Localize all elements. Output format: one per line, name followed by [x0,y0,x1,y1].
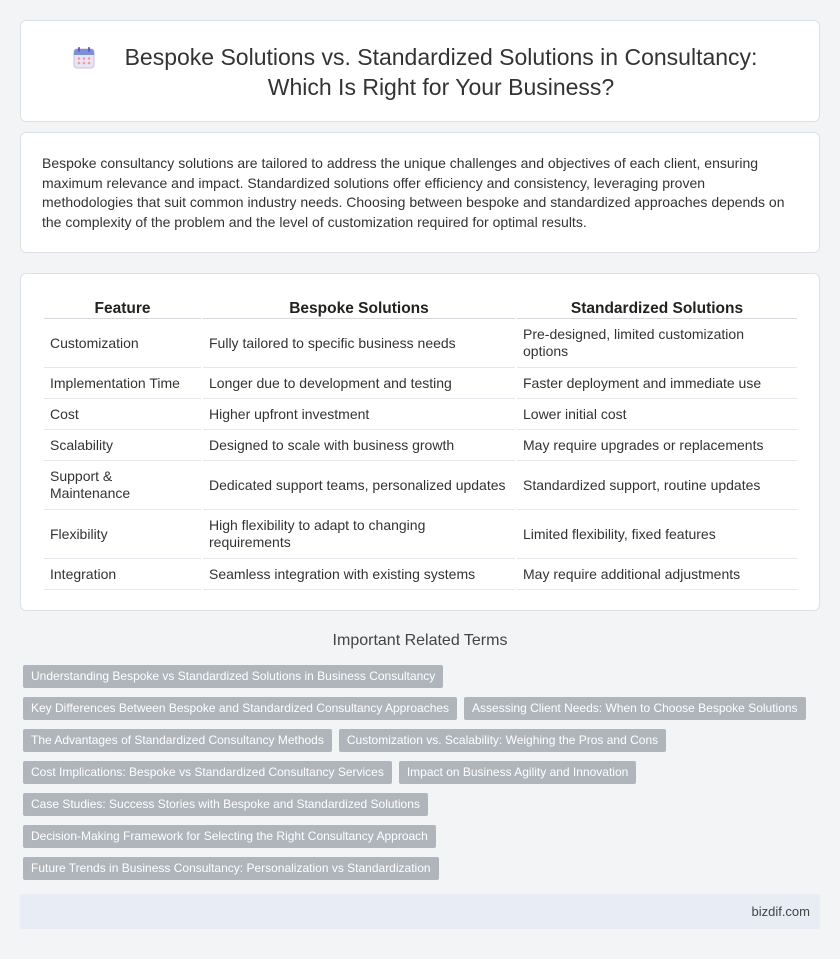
tag-row [23,761,636,784]
intro-card [20,132,820,253]
table-row [44,510,797,559]
standardized-cell: Limited flexibility, fixed features [517,510,797,559]
standardized-cell: Standardized support, routine updates [517,461,797,510]
tag-row [23,857,439,880]
table-row [44,461,797,510]
related-term-tag[interactable]: Case Studies: Success Stories with Bespoke and Standardized Solutions [23,793,428,816]
title-card [20,20,820,122]
bespoke-cell: Designed to scale with business growth [203,430,515,461]
footer-site-link[interactable]: bizdif.com [751,904,810,919]
tag-row [23,665,443,688]
related-terms-heading: Important Related Terms [332,632,508,649]
related-term-tag[interactable]: Customization vs. Scalability: Weighing the Pros and Cons [339,729,666,752]
standardized-cell: Pre-designed, limited customization options [517,319,797,368]
related-term-tag[interactable]: Key Differences Between Bespoke and Standardized Consultancy Approaches [23,697,457,720]
header-standardized: Standardized Solutions [517,295,797,319]
bespoke-cell: Dedicated support teams, personalized updates [203,461,515,510]
tag-row [23,793,428,816]
standardized-cell: May require upgrades or replacements [517,430,797,461]
related-term-tag[interactable]: Decision-Making Framework for Selecting the Right Consultancy Approach [23,825,436,848]
bespoke-cell: Longer due to development and testing [203,368,515,399]
table-row [44,430,797,461]
table-row [44,319,797,368]
feature-cell: Implementation Time [44,368,201,399]
table-row [44,368,797,399]
feature-cell: Cost [44,399,201,430]
related-term-tag[interactable]: The Advantages of Standardized Consultancy Methods [23,729,332,752]
tag-row [23,825,436,848]
bespoke-cell: Seamless integration with existing systems [203,559,515,590]
bespoke-cell: Higher upfront investment [203,399,515,430]
feature-cell: Customization [44,319,201,368]
standardized-cell: Lower initial cost [517,399,797,430]
comparison-table [42,295,799,590]
header-feature: Feature [44,295,201,319]
page-title: Bespoke Solutions vs. Standardized Solutions in Consultancy: Which Is Right for Your Business? [124,44,758,100]
tag-row [23,697,806,720]
standardized-cell: May require additional adjustments [517,559,797,590]
intro-paragraph: Bespoke consultancy solutions are tailored to address the unique challenges and objectives of each client, ensuring maximum relevance and impact. Standardized solutions offer efficiency and consistency, leveraging proven methodologies that suit common industry needs. Choosing between bespoke and standardized approaches depends on the complexity of the problem and the level of customization required for optimal results. [42,155,785,230]
bespoke-cell: High flexibility to adapt to changing requirements [203,510,515,559]
bespoke-cell: Fully tailored to specific business needs [203,319,515,368]
related-term-tag[interactable]: Understanding Bespoke vs Standardized Solutions in Business Consultancy [23,665,443,688]
header-bespoke: Bespoke Solutions [203,295,515,319]
feature-cell: Scalability [44,430,201,461]
table-header-row [44,295,797,319]
feature-cell: Integration [44,559,201,590]
related-term-tag[interactable]: Assessing Client Needs: When to Choose Bespoke Solutions [464,697,806,720]
tag-row [23,729,666,752]
feature-cell: Support & Maintenance [44,461,201,510]
standardized-cell: Faster deployment and immediate use [517,368,797,399]
related-term-tag[interactable]: Future Trends in Business Consultancy: Personalization vs Standardization [23,857,439,880]
feature-cell: Flexibility [44,510,201,559]
table-row [44,559,797,590]
footer [20,894,820,929]
comparison-table-card [20,273,820,611]
related-term-tag[interactable]: Cost Implications: Bespoke vs Standardized Consultancy Services [23,761,392,784]
related-term-tag[interactable]: Impact on Business Agility and Innovation [399,761,636,784]
table-row [44,399,797,430]
